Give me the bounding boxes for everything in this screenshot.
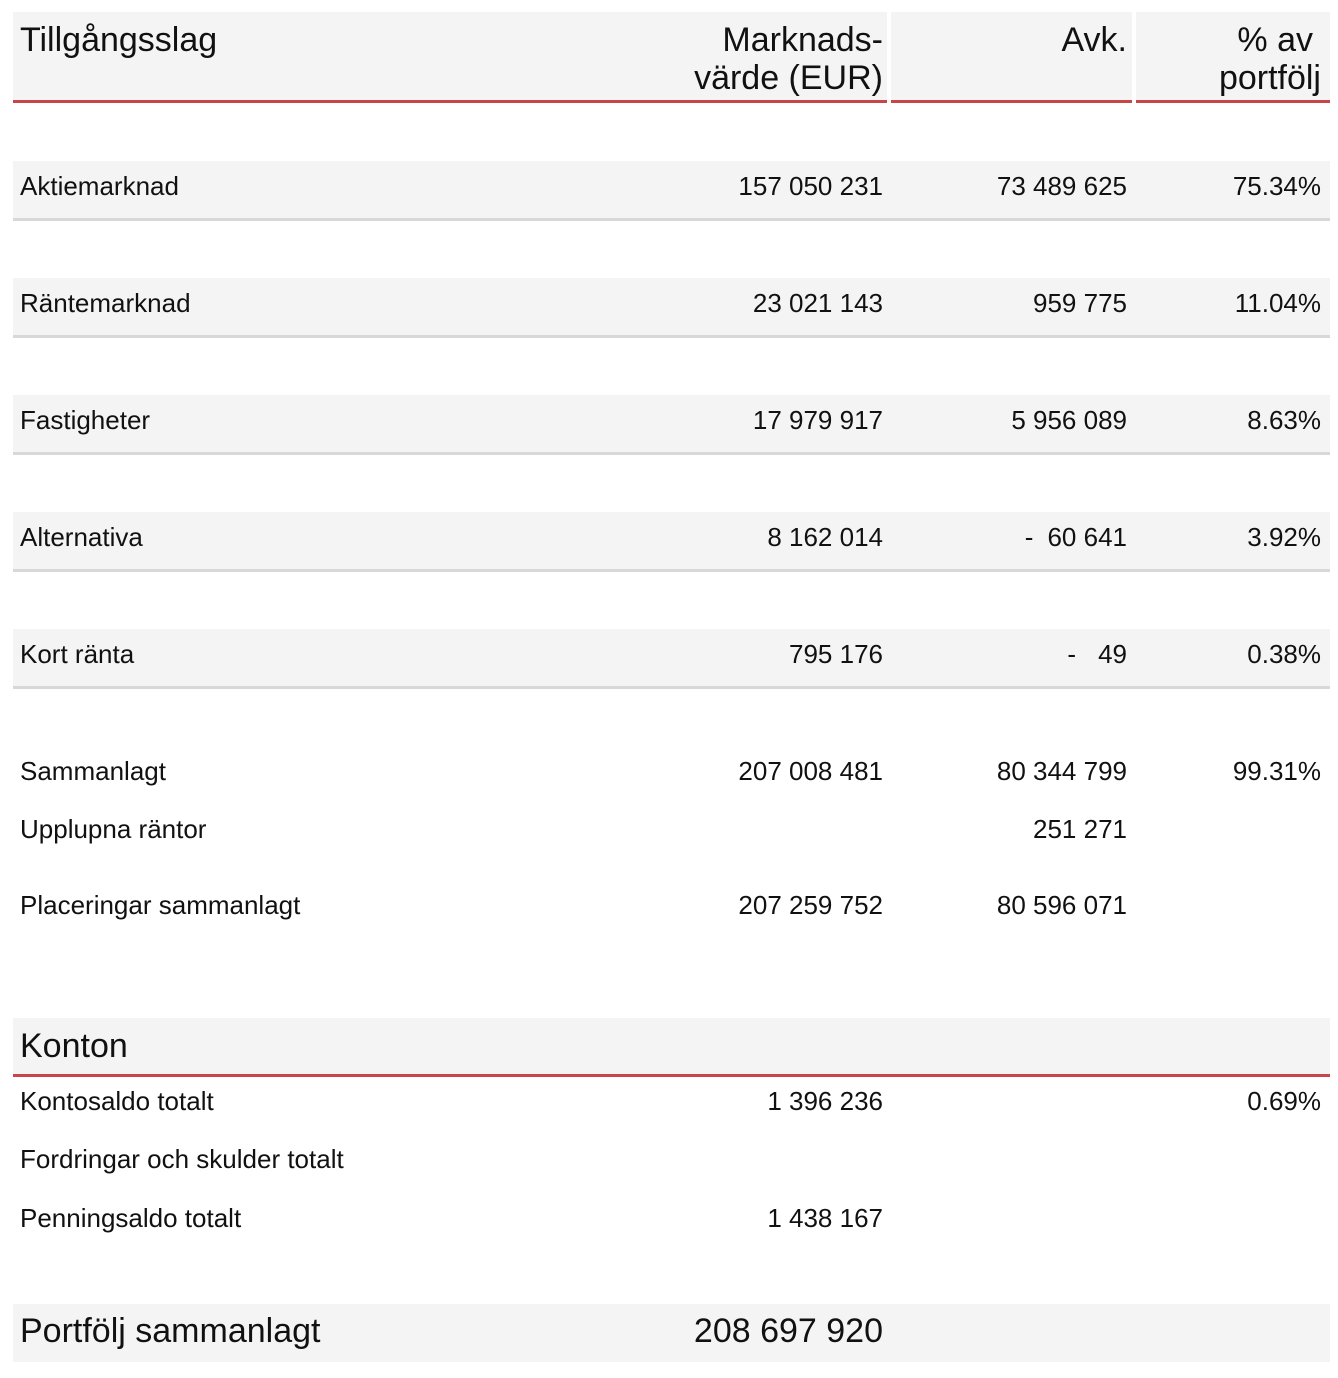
placements-label: Placeringar sammanlagt	[20, 890, 301, 920]
row-divider	[13, 686, 1330, 689]
table-row	[13, 395, 1330, 452]
row-market-value: 23 021 143	[752, 288, 883, 318]
negative-sign: -	[1024, 522, 1034, 552]
accrued-label: Upplupna räntor	[20, 814, 207, 844]
row-label: Alternativa	[20, 522, 143, 552]
row-return	[1025, 522, 1127, 552]
row-divider	[13, 218, 1330, 221]
accounts-title: Konton	[20, 1027, 128, 1065]
row-pct: 75.34%	[1232, 171, 1321, 201]
row-market-value: 795 176	[789, 639, 883, 669]
header-market-value-1: Marknads-	[722, 21, 883, 59]
sum-label: Sammanlagt	[20, 756, 166, 786]
header-pct-2: portfölj	[1218, 59, 1321, 97]
table-row	[13, 161, 1330, 218]
placements-return: 80 596 071	[996, 890, 1127, 920]
row-return-value: 49	[1098, 639, 1127, 669]
row-pct: 8.63%	[1247, 405, 1321, 435]
header-market-value-2: värde (EUR)	[694, 59, 883, 97]
negative-sign: -	[1067, 639, 1077, 669]
receivables-label: Fordringar och skulder totalt	[20, 1144, 344, 1174]
row-return: 959 775	[1033, 288, 1127, 318]
header-pct-1: % av	[1237, 21, 1313, 59]
portfolio-total-label: Portfölj sammanlagt	[20, 1312, 321, 1350]
header-return: Avk.	[1061, 21, 1127, 59]
placements-market-value: 207 259 752	[738, 890, 883, 920]
row-pct: 11.04%	[1234, 288, 1321, 318]
row-label: Kort ränta	[20, 639, 135, 669]
row-divider	[13, 569, 1330, 572]
row-market-value: 8 162 014	[767, 522, 883, 552]
row-market-value: 157 050 231	[738, 171, 883, 201]
row-return	[1067, 639, 1127, 669]
account-balance-pct: 0.69%	[1247, 1086, 1321, 1116]
table-row	[13, 629, 1330, 686]
row-divider	[13, 335, 1330, 338]
cash-label: Penningsaldo totalt	[20, 1203, 242, 1233]
header-asset-class: Tillgångsslag	[20, 21, 218, 59]
sum-pct: 99.31%	[1232, 756, 1321, 786]
portfolio-total-value: 208 697 920	[693, 1312, 883, 1350]
account-balance-value: 1 396 236	[767, 1086, 883, 1116]
header-gap	[1132, 12, 1136, 104]
row-label: Aktiemarknad	[20, 171, 179, 201]
row-return-value: 60 641	[1047, 522, 1127, 552]
row-divider	[13, 452, 1330, 455]
sum-market-value: 207 008 481	[738, 756, 883, 786]
row-pct: 0.38%	[1247, 639, 1321, 669]
cash-value: 1 438 167	[767, 1203, 883, 1233]
row-pct: 3.92%	[1247, 522, 1321, 552]
header-gap	[887, 12, 891, 104]
row-label: Fastigheter	[20, 405, 151, 435]
row-market-value: 17 979 917	[752, 405, 883, 435]
sum-return: 80 344 799	[996, 756, 1127, 786]
accrued-return: 251 271	[1033, 814, 1127, 844]
row-return: 73 489 625	[996, 171, 1127, 201]
table-row	[13, 278, 1330, 335]
account-balance-label: Kontosaldo totalt	[20, 1086, 214, 1116]
row-label: Räntemarknad	[20, 288, 191, 318]
accounts-header	[13, 1018, 1330, 1074]
table-row	[13, 512, 1330, 569]
accounts-underline	[13, 1074, 1330, 1077]
row-return: 5 956 089	[1011, 405, 1127, 435]
